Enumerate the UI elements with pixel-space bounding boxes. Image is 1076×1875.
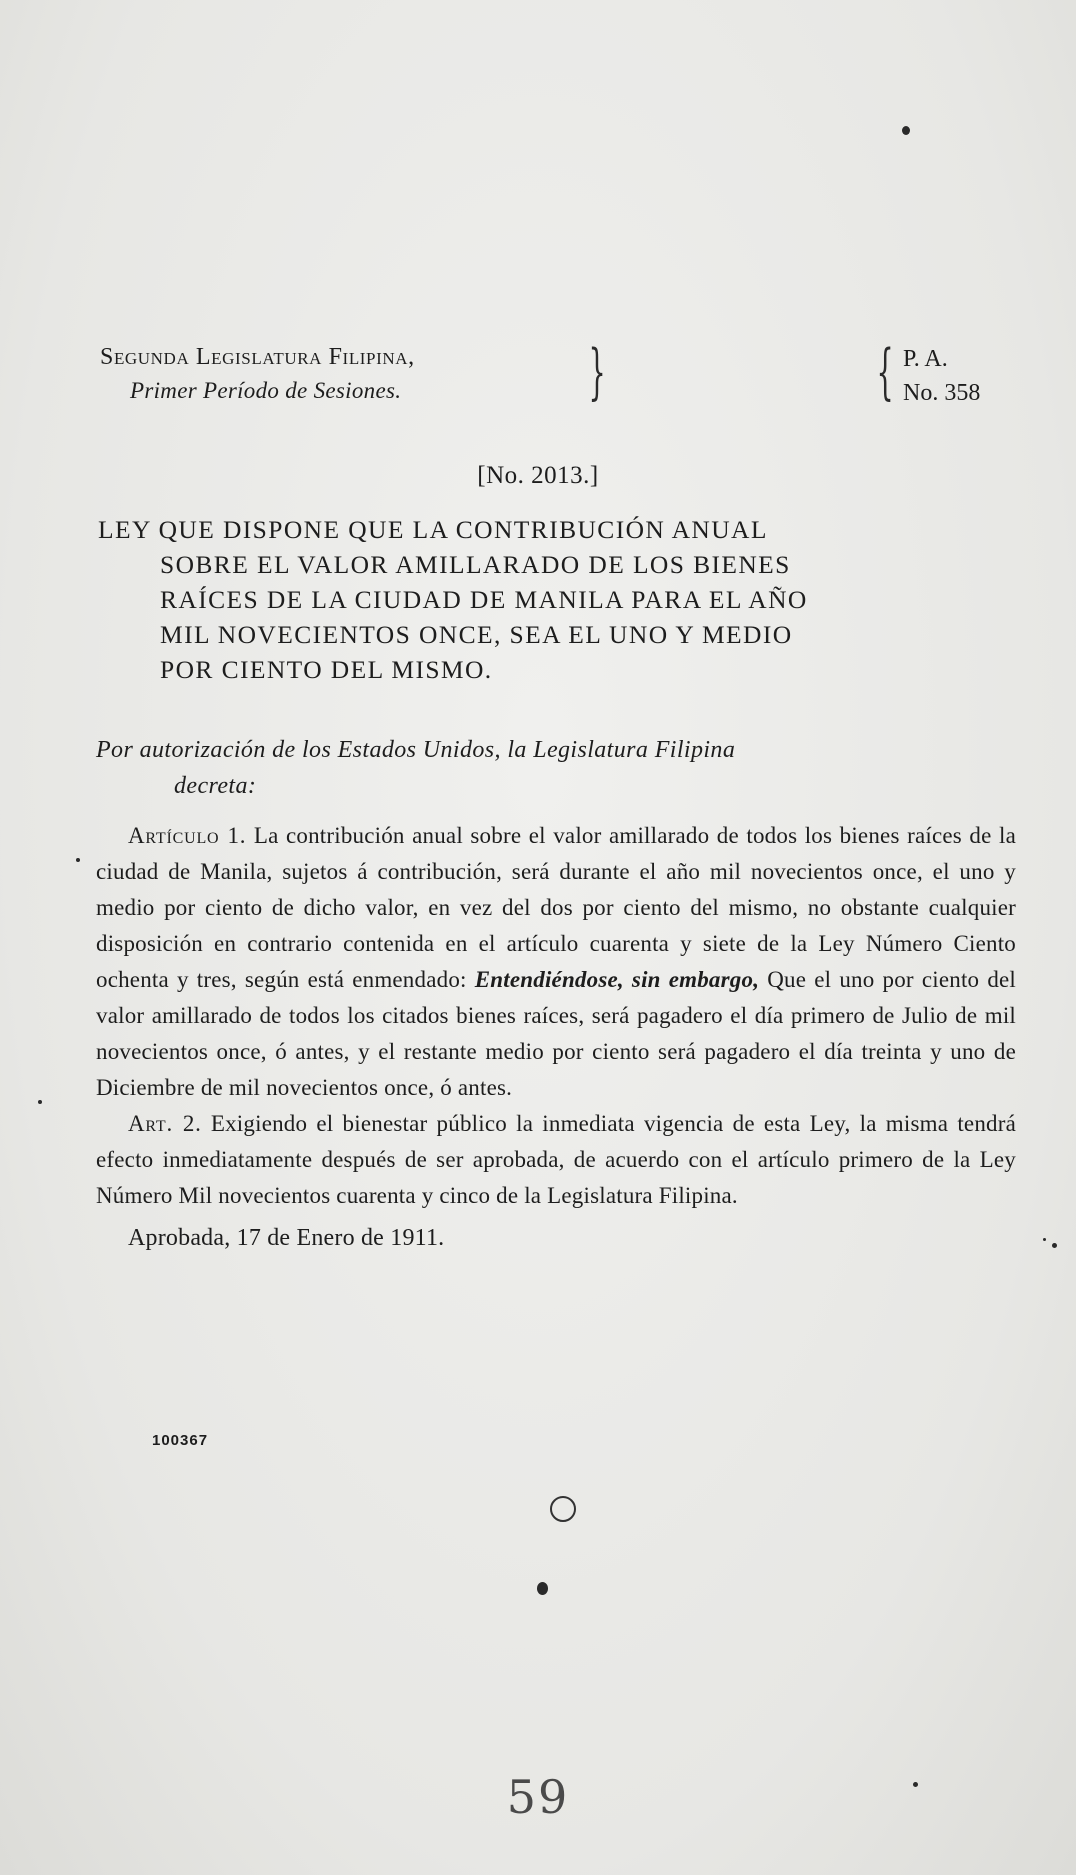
title-line: SOBRE EL VALOR AMILLARADO DE LOS BIENES <box>160 550 791 579</box>
page-number: 59 <box>506 1770 570 1824</box>
scan-speck <box>76 858 80 862</box>
scan-speck <box>902 126 910 135</box>
closing-brace: } <box>588 337 606 407</box>
article-text: Que el uno por ciento del valor amillarado de todos los citados bienes raíces, será pagadero el día primero de Julio de mil novecientos once, ó antes, y el restante medio por ciento será pagadero el día treinta y uno de Diciembre de mil novecientos once, ó antes. <box>96 967 1017 1100</box>
scan-speck <box>38 1100 42 1104</box>
article-text: La contribución anual sobre el valor amillarado de todos los bienes raíces de la ciudad de Manila, sujetos á contribución, será durante el año mil novecientos once, el uno y medio por ciento de dicho valor, en vez del dos por ciento del mismo, no obstante cualquier disposición en contrario contenida en el artículo cuarenta y siete de la Ley Número Ciento ochenta y tres, según está enmendado: <box>96 823 1017 992</box>
circle-ornament <box>550 1496 576 1522</box>
article-label: Artículo 1. <box>128 823 247 848</box>
act-number: [No. 2013.] <box>477 462 599 489</box>
article-label: Art. 2. <box>128 1111 202 1136</box>
scan-speck <box>1043 1238 1046 1241</box>
enacting-line: decreta: <box>174 773 257 799</box>
title-line: LEY QUE DISPONE QUE LA CONTRIBUCIÓN ANUAL <box>98 515 768 544</box>
bill-number: No. 358 <box>903 380 981 406</box>
print-code: 100367 <box>152 1432 209 1449</box>
legislature-name: Segunda Legislatura Filipina, <box>100 344 415 370</box>
scan-speck <box>1052 1243 1057 1248</box>
bill-type: P. A. <box>903 346 948 372</box>
scan-speck <box>537 1582 548 1595</box>
title-line: RAÍCES DE LA CIUDAD DE MANILA PARA EL AÑO <box>160 585 808 614</box>
document-header <box>100 340 600 408</box>
opening-brace: { <box>876 337 894 407</box>
bill-reference <box>903 342 980 410</box>
article-text: Exigiendo el bienestar público la inmediata vigencia de esta Ley, la misma tendrá efecto inmediatamente después de ser aprobada, de acuerdo con el artículo primero de la Ley Número Mil novecientos cuarenta y cinco de la Legislatura Filipina. <box>96 1111 1016 1208</box>
approval-date: Aprobada, 17 de Enero de 1911. <box>128 1225 445 1251</box>
proviso-text: Entendiéndose, sin embargo, <box>474 967 760 992</box>
enacting-clause <box>96 732 1016 804</box>
enacting-line: Por autorización de los Estados Unidos, la Legislatura Filipina <box>96 737 736 763</box>
title-line: MIL NOVECIENTOS ONCE, SEA EL UNO Y MEDIO <box>160 620 793 649</box>
act-title <box>98 512 1016 687</box>
title-line: POR CIENTO DEL MISMO. <box>160 655 493 684</box>
session-name: Primer Período de Sesiones. <box>130 378 402 403</box>
article-2 <box>96 1106 1016 1214</box>
act-body <box>96 818 1016 1256</box>
article-1 <box>96 818 1016 1106</box>
